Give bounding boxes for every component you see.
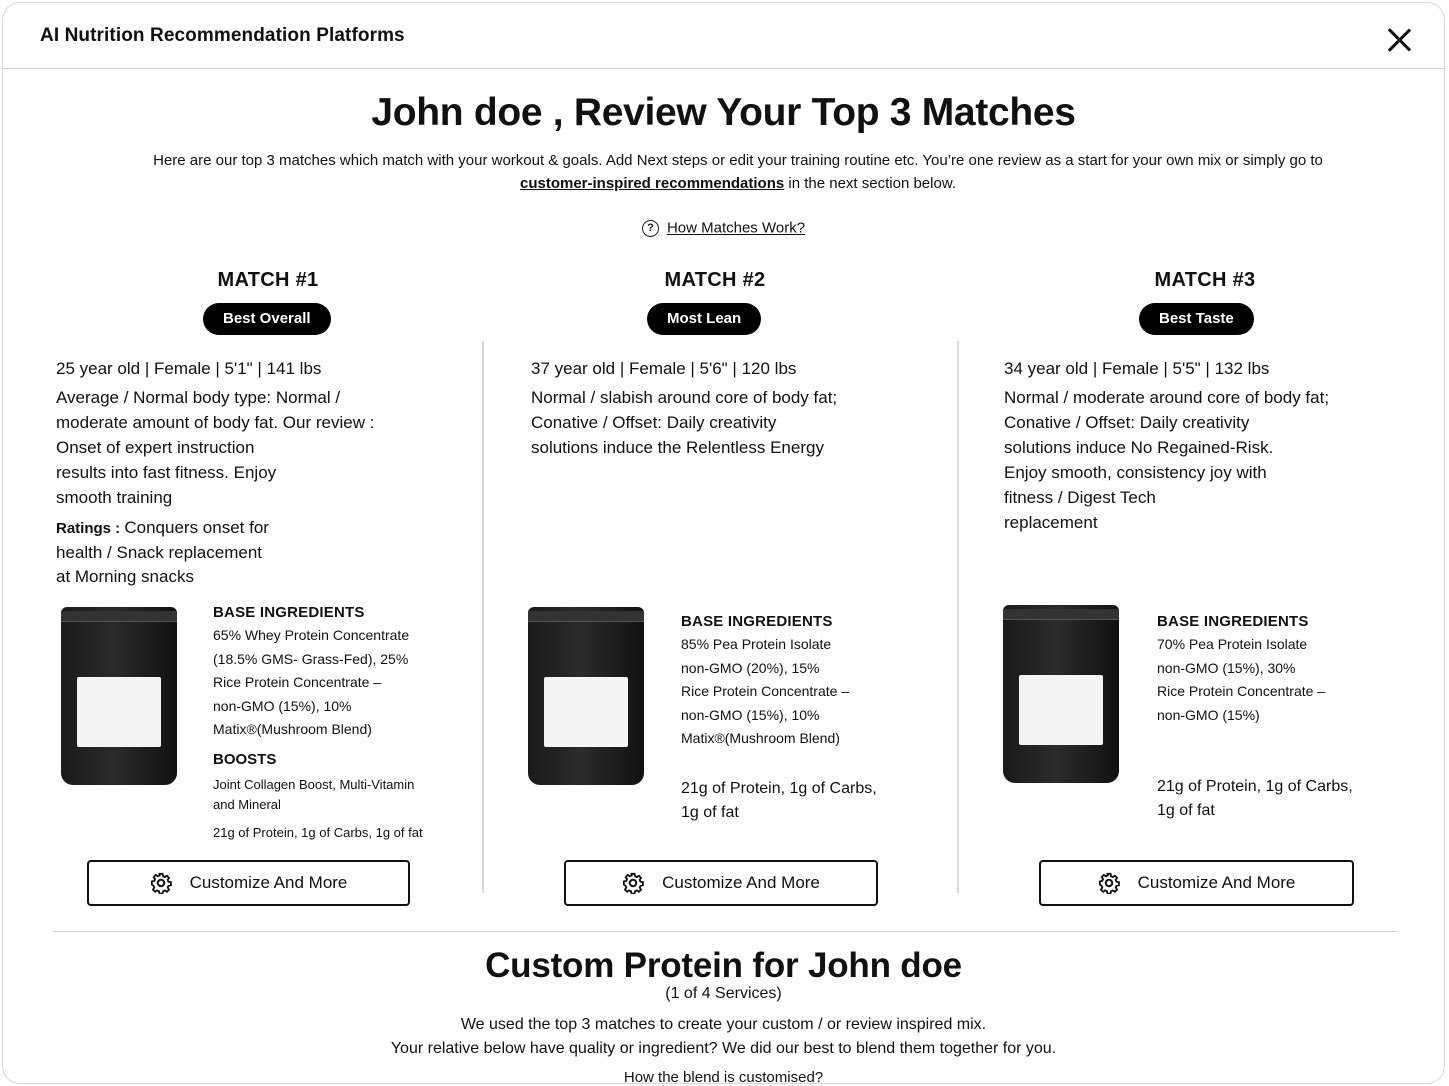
match-description xyxy=(1004,385,1329,535)
ingredients-title: BASE INGREDIENTS xyxy=(213,604,365,621)
intro-text xyxy=(83,149,1393,195)
custom-protein-title: Custom Protein for John doe xyxy=(485,946,962,985)
ratings-label: Ratings xyxy=(56,520,112,537)
blend-info-link[interactable]: How the blend is customised? xyxy=(623,1069,824,1084)
macros-line: 1g of fat xyxy=(1157,802,1215,819)
match-profile: 25 year old | Female | 5'1" | 141 lbs xyxy=(56,359,322,378)
gear-icon xyxy=(150,872,172,894)
help-icon: ? xyxy=(642,220,659,237)
match-title: MATCH #1 xyxy=(217,269,319,291)
match-badge: Most Lean xyxy=(647,303,761,335)
product-pouch-image xyxy=(522,607,650,789)
boosts-title: BOOSTS xyxy=(213,751,277,768)
gear-icon xyxy=(1098,872,1120,894)
ratings-line: health / Snack replacement xyxy=(56,543,263,562)
customize-button[interactable] xyxy=(1039,860,1354,906)
app-title: AI Nutrition Recommendation Platforms xyxy=(40,25,405,46)
desc-line: Onset of expert instruction xyxy=(56,438,255,457)
column-divider xyxy=(957,341,959,893)
match-card-2 xyxy=(528,265,958,915)
match-card-1 xyxy=(53,265,483,915)
ingredient-line: Matix®(Mushroom Blend) xyxy=(213,721,372,737)
ingredients-title: BASE INGREDIENTS xyxy=(1157,613,1309,630)
how-matches-row xyxy=(3,219,1444,237)
match-badge: Best Overall xyxy=(203,303,331,335)
ingredient-line: Rice Protein Concentrate – xyxy=(213,674,382,690)
match-profile: 34 year old | Female | 5'5" | 132 lbs xyxy=(1004,359,1270,378)
match-description xyxy=(56,385,374,510)
gear-icon xyxy=(622,872,644,894)
macros xyxy=(681,777,877,825)
desc-line: solutions induce No Regained-Risk. xyxy=(1004,438,1274,457)
ingredient-line: 85% Pea Protein Isolate xyxy=(681,636,832,652)
desc-line: replacement xyxy=(1004,513,1098,532)
custom-desc-line: Your relative below have quality or ingredient? We did our best to blend them together for you. xyxy=(390,1040,1057,1057)
match-badge: Best Taste xyxy=(1139,303,1254,335)
ingredient-line: non-GMO (15%), 10% xyxy=(213,697,352,714)
macros xyxy=(1157,775,1353,823)
custom-desc-line: We used the top 3 matches to create your custom / or review inspired mix. xyxy=(460,1016,987,1033)
macros-line: 21g of Protein, 1g of Carbs, xyxy=(1157,778,1353,795)
boost-line: and Mineral xyxy=(213,797,281,812)
macros-line: 1g of fat xyxy=(681,804,739,821)
ingredient-line: (18.5% GMS- Grass-Fed), 25% xyxy=(213,650,409,667)
ingredient-line: Rice Protein Concentrate – xyxy=(681,683,850,699)
ratings-line: at Morning snacks xyxy=(56,567,194,586)
product-pouch-image xyxy=(997,605,1125,787)
desc-line: Normal / slabish around core of body fat; xyxy=(531,388,838,407)
ingredient-line: Rice Protein Concentrate – xyxy=(1157,683,1326,699)
ingredients-title: BASE INGREDIENTS xyxy=(681,613,833,630)
close-icon[interactable] xyxy=(1382,23,1416,57)
modal-window xyxy=(2,2,1445,1084)
ingredients-list xyxy=(1157,633,1325,727)
match-profile: 37 year old | Female | 5'6" | 120 lbs xyxy=(531,359,797,378)
ingredient-line: non-GMO (15%), 30% xyxy=(1157,659,1296,676)
desc-line: fitness / Digest Tech xyxy=(1004,488,1156,507)
desc-line: moderate amount of body fat. Our review : xyxy=(56,413,375,432)
ingredient-line: non-GMO (15%), 10% xyxy=(681,706,820,723)
ingredients-list xyxy=(681,633,849,751)
custom-protein-description xyxy=(3,1013,1444,1061)
ingredients-list xyxy=(213,624,409,742)
customize-button-label: Customize And More xyxy=(1137,873,1296,892)
boosts-list xyxy=(213,775,414,815)
custom-protein-subtitle: (1 of 4 Services) xyxy=(665,985,782,1002)
ingredient-line: Matix®(Mushroom Blend) xyxy=(681,730,840,746)
match-ratings: Ratings : Conquers onset for health / Snack replacement at Morning snacks xyxy=(56,516,269,589)
intro-after: in the next section below. xyxy=(784,175,956,192)
macros: 21g of Protein, 1g of Carbs, 1g of fat xyxy=(213,825,423,840)
product-pouch-image xyxy=(55,607,183,789)
desc-line: Average / Normal body type: Normal / xyxy=(56,388,341,407)
section-divider xyxy=(53,931,1398,932)
ingredient-line: 70% Pea Protein Isolate xyxy=(1157,636,1308,652)
match-title: MATCH #2 xyxy=(664,269,766,291)
desc-line: Enjoy smooth, consistency joy with xyxy=(1004,463,1267,482)
column-divider xyxy=(482,341,484,893)
desc-line: solutions induce the Relentless Energy xyxy=(531,438,824,457)
intro-body: Here are our top 3 matches which match with your workout & goals. Add Next steps or edit your training routine etc. You’re one review as a start for your own mix or simply go to xyxy=(153,152,1323,169)
match-title: MATCH #3 xyxy=(1154,269,1256,291)
desc-line: Conative / Offset: Daily creativity xyxy=(1004,413,1250,432)
desc-line: Normal / moderate around core of body fat; xyxy=(1004,388,1330,407)
desc-line: smooth training xyxy=(56,488,173,507)
ingredient-line: 65% Whey Protein Concentrate xyxy=(213,627,410,643)
desc-line: Conative / Offset: Daily creativity xyxy=(531,413,777,432)
page-title: John doe , Review Your Top 3 Matches xyxy=(371,91,1076,134)
customer-recommendations-link[interactable]: customer-inspired recommendations xyxy=(519,175,785,192)
ingredient-line: non-GMO (20%), 15% xyxy=(681,659,820,676)
macros-line: 21g of Protein, 1g of Carbs, xyxy=(681,780,877,797)
ratings-line: Conquers onset for xyxy=(124,518,269,537)
desc-line: results into fast fitness. Enjoy xyxy=(56,463,277,482)
how-matches-link[interactable]: How Matches Work? xyxy=(666,219,806,237)
match-card-3 xyxy=(1001,265,1431,915)
customize-button-label: Customize And More xyxy=(189,873,348,892)
ingredient-line: non-GMO (15%) xyxy=(1157,706,1260,723)
modal-header xyxy=(3,3,1444,69)
boost-line: Joint Collagen Boost, Multi-Vitamin xyxy=(213,777,415,792)
customize-button-label: Customize And More xyxy=(662,873,820,892)
customize-button[interactable] xyxy=(87,860,410,906)
customize-button[interactable] xyxy=(564,860,878,906)
match-description xyxy=(531,385,837,460)
